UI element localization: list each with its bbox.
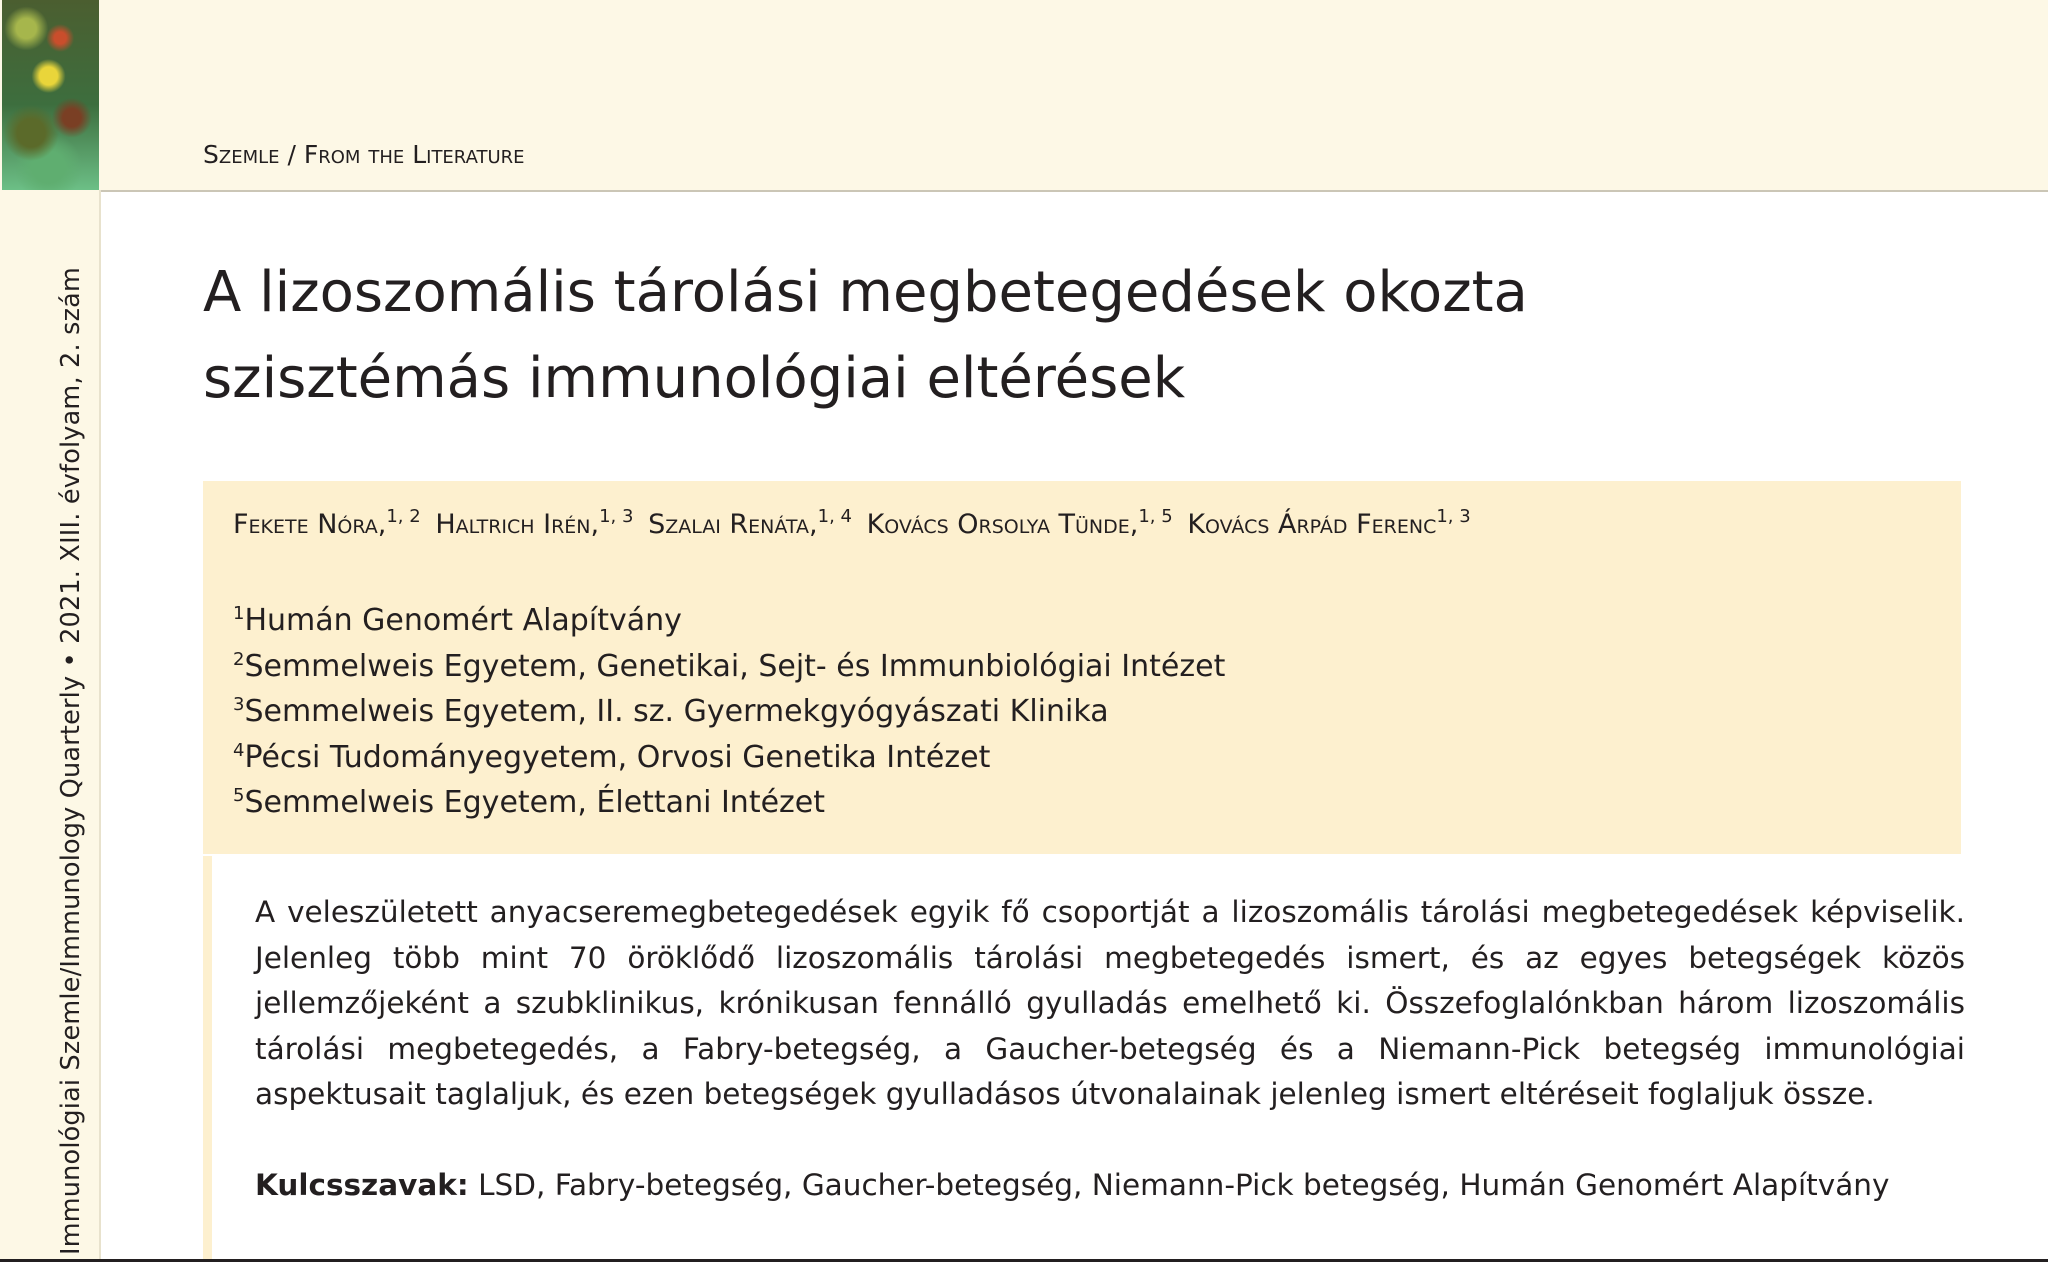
keywords-label: Kulcsszavak: (255, 1168, 469, 1202)
affiliation: $^5$Semmelweis Egyetem, Élettani Intézet (233, 785, 825, 820)
author: Szalai Renáta,$^{1, 4}$ (648, 506, 852, 540)
author: Kovács Árpád Ferenc$^{1, 3}$ (1187, 506, 1471, 540)
affiliation: $^1$Humán Genomért Alapítvány (233, 603, 682, 638)
keywords-list: LSD, Fabry-betegség, Gaucher-betegség, Niemann-Pick betegség, Humán Genomért Alapítvány (478, 1168, 1890, 1202)
keywords (255, 1168, 1889, 1202)
article-title (203, 250, 1528, 422)
title-line-1: A lizoszomális tárolási megbetegedések okozta (203, 260, 1528, 325)
journal-citation: Immunológiai Szemle/Immunology Quarterly • 2021. XIII. évfolyam, 2. szám (56, 266, 86, 1255)
affiliation-list (233, 598, 1225, 826)
abstract-text: A veleszületett anyacseremegbetegedések egyik fő csoportját a lizoszomális tárolási megbetegedések képviselik. Jelenleg több mint 70 öröklődő lizoszomális tárolási megbetegedés ismert, és az egyes betegségek közös jellemzőjeként a szubklinikus, krónikusan fennálló gyulladás emelhető ki. Összefoglalónkban három lizoszomális tárolási megbetegedés, a Fabry-betegség, a Gaucher-betegség és a Niemann-Pick betegség immunológiai aspektusait taglaljuk, és ezen betegségek gyulladásos útvonalainak jelenleg ismert eltéréseit foglaljuk össze. (255, 895, 1965, 1112)
author: Fekete Nóra,$^{1, 2}$ (233, 506, 421, 540)
header-band (0, 0, 2048, 192)
author-list (233, 506, 1477, 540)
section-label: Szemle / From the Literature (203, 140, 525, 169)
author-box (203, 481, 1961, 854)
author: Kovács Orsolya Tünde,$^{1, 5}$ (866, 506, 1173, 540)
cover-image (2, 0, 99, 190)
affiliation: $^4$Pécsi Tudományegyetem, Orvosi Genetika Intézet (233, 739, 991, 775)
affiliation: $^3$Semmelweis Egyetem, II. sz. Gyermekgyógyászati Klinika (233, 694, 1109, 729)
abstract-box (203, 856, 1965, 1262)
affiliation: $^2$Semmelweis Egyetem, Genetikai, Sejt- és Immunbiológiai Intézet (233, 648, 1226, 684)
author: Haltrich Irén,$^{1, 3}$ (435, 506, 634, 540)
title-line-2: szisztémás immunológiai eltérések (203, 346, 1186, 411)
